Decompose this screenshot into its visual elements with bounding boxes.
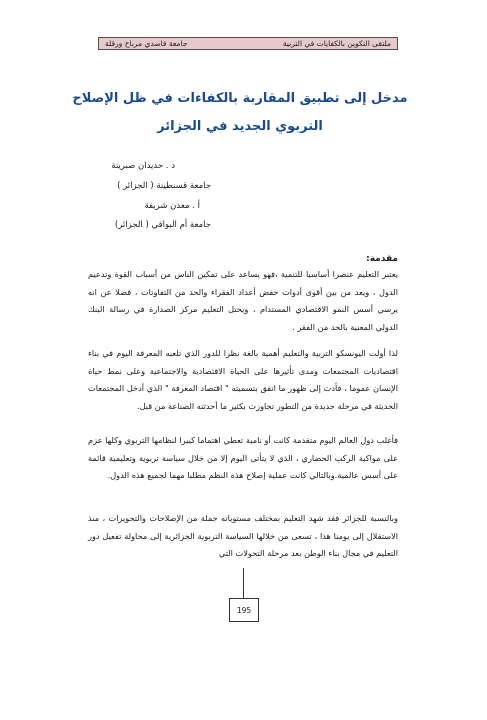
page-number-connector-line [243,568,244,598]
article-title-line-1: مدخل إلى تطبيق المقاربة بالكفاءات في ظل الإصلاح [72,91,408,106]
header-right-text: ملتقى التكوين بالكفايات في التربية [282,39,391,48]
author-1-name: د . حديدان صبرينة [111,161,175,171]
header-left-text: جامعة قاصدي مرباح ورقلة [105,39,188,48]
page-number: 195 [236,605,252,615]
paragraph-2: لذا أولت اليونسكو التربية والتعليم أهمية بالغة نظرا للدور الذي تلعبه المعرفة اليوم في بناء اقتصاديات المجتمعات ومدى تأثيرها على الحياة الاقتصادية والاجتماعية وعلى نمط حياة الإنسان عموما ، فأدت إلى ظهور ما اتفق بتسميته " اقتصاد المعرفة " الذي أدخل المجتمعات الحديثة في مرحلة جديدة من التطور تجاوزت بكثير ما أحدثته الصناعة من قبل. [88,348,398,411]
author-2-name: أ . معدن شريفة [144,201,200,211]
paragraph-3: فأغلب دول العالم اليوم متقدمة كانت أو نامية تعطي اهتماما كبيرا لنظامها التربوي وكلها عزم على مواكبة الركب الحضاري ، الذي لا يتأتى اليوم إلا من خلال سياسة تربوية وتعليمية قائمة على أسس عالمية.وبالتالي كانت عملية إصلاح هذه النظم مطلبا مهما لجميع هذه الدول. [88,435,398,480]
paragraph-1: يعتبر التعليم عنصرا أساسيا للتنمية ،فهو يساعد على تمكين الناس من أسباب القوة وتدعيم الدول ، ويعد من بين أقوى أدوات خفض أعداد الفقراء والحد من التفاوتات ، فضلا عن انه يرسي أسس النمو الاقتصادي المستدام ، ويحتل التعليم مركز الصدارة في رسالة البنك الدولي المعنية بالحد من الفقر . [88,269,398,332]
page-number-box [229,598,259,622]
author-1-affiliation: جامعة قسنطينة ( الجزائر ) [117,181,211,191]
article-title-line-2: التربوي الجديد في الجزائر [157,119,323,134]
section-heading-introduction: مقدمة: [366,254,398,264]
paragraph-4: وبالنسبة للجزائر فقد شهد التعليم بمختلف مستوياته جملة من الإصلاحات والتحويرات ، منذ الاستقلال إلى يومنا هذا ، تسعى من خلالها السياسة التربوية الجزائرية إلى محاولة تفعيل دور التعليم في مجال بناء الوطن بعد مرحلة التحولات التي [88,513,398,558]
running-header [98,37,398,50]
author-2-affiliation: جامعة أم البواقي ( الجزائر) [114,220,211,230]
